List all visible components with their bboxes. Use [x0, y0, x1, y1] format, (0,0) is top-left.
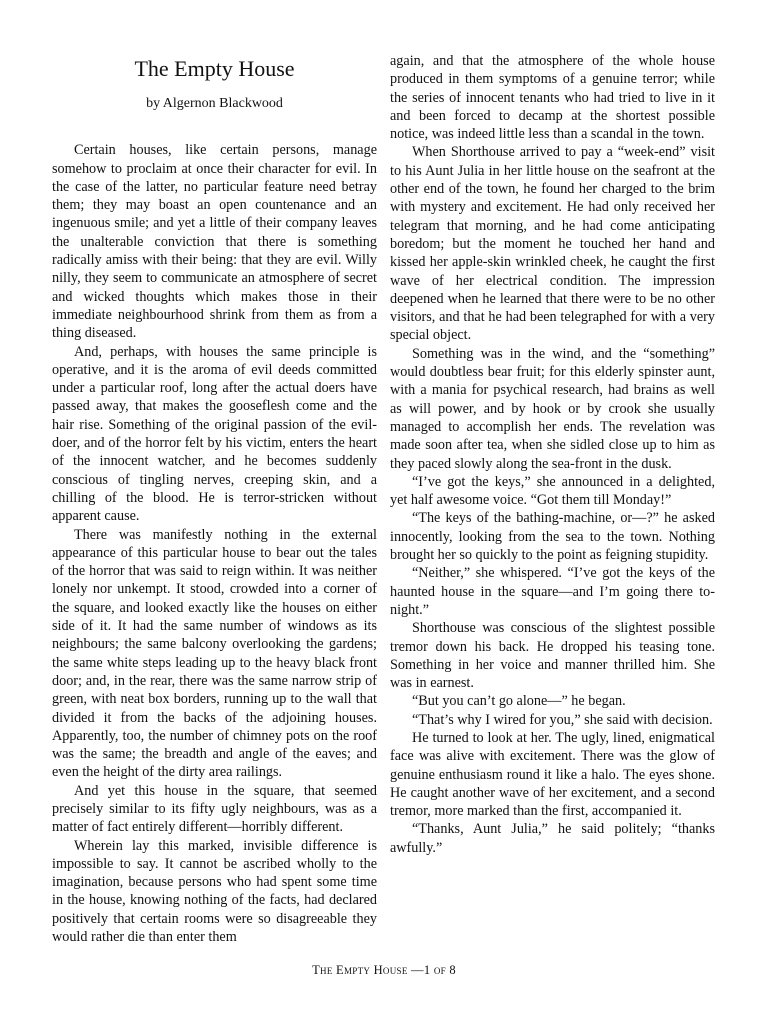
paragraph: Something was in the wind, and the “something” would doubtless bear fruit; for this elderly spinster aunt, with a mania for psychical research, had brains as well as will power, and by hook or by crook she usually managed to accomplish her ends. The revelation was made soon after tea, when she sidled close up to him as they paced slowly along the sea-front in the dusk.: [390, 345, 715, 472]
paragraph: Certain houses, like certain persons, manage somehow to proclaim at once their character for evil. In the case of the latter, no particular feature need betray them; they may boast an open countenance and an ingenuous smile; and yet a little of their company leaves the unalterable conviction that there is something radically amiss with their being: that they are evil. Willy nilly, they seem to communicate an atmosphere of secret and wicked thoughts which makes those in their immediate neighbourhood shrink from them as from a thing diseased.: [52, 142, 377, 342]
paragraph: “The keys of the bathing-machine, or—?” he asked innocently, looking from the sea to the town. Nothing brought her so quickly to the point as feigning stupidity.: [390, 510, 715, 564]
right-column: [390, 52, 715, 857]
paragraph: “Neither,” she whispered. “I’ve got the keys of the haunted house in the square—and I’m going there to-night.”: [390, 565, 715, 618]
paragraph: “But you can’t go alone—” he began.: [412, 693, 626, 710]
paragraph: Shorthouse was conscious of the slightest possible tremor down his back. He dropped his teasing tone. Something in her voice and manner thrilled him. She was in earnest.: [390, 620, 715, 692]
paragraph: There was manifestly nothing in the external appearance of this particular house to bear out the tales of the horror that was said to reign within. It was neither lonely nor unkempt. It stood, crowded into a corner of the square, and looked exactly like the houses on either side of it. It had the same number of windows as its neighbours; the same balcony overlooking the gardens; the same white steps leading up to the heavy black front door; and, in the rear, there was the same narrow strip of green, with neat box borders, running up to the wall that divided it from the backs of the adjoining houses. Apparently, too, the number of chimney pots on the roof was the same; the breadth and angle of the eaves; and even the height of the dirty area railings.: [52, 526, 377, 781]
paragraph: He turned to look at her. The ugly, lined, enigmatical face was alive with excitement. There was the glow of genuine enthusiasm round it like a halo. The eyes shone. He caught another wave of her excitement, and a second tremor, more marked than the first, accompanied it.: [390, 729, 715, 820]
paragraph-continued: again, and that the atmosphere of the whole house produced in them symptoms of a genuine terror; while the series of innocent tenants who had tried to live in it and been forced to decamp at the shortest possible notice, was indeed little less than a scandal in the town.: [390, 53, 715, 143]
byline: by Algernon Blackwood: [146, 96, 283, 111]
paragraph: “That’s why I wired for you,” she said with decision.: [412, 711, 713, 728]
paragraph: “I’ve got the keys,” she announced in a delighted, yet half awesome voice. “Got them till Monday!”: [390, 473, 715, 509]
paragraph: “Thanks, Aunt Julia,” he said politely; “thanks awfully.”: [390, 821, 715, 856]
paragraph: And, perhaps, with houses the same principle is operative, and it is the aroma of evil deeds committed under a particular roof, long after the actual doers have passed away, that makes the gooseflesh come and the hair rise. Something of the original passion of the evil-doer, and of the horror felt by his victim, enters the heart of the innocent watcher, and he becomes suddenly conscious of tingling nerves, creeping skin, and a chilling of the blood. He is terror-stricken without apparent cause.: [52, 343, 377, 525]
paragraph: Wherein lay this marked, invisible difference is impossible to say. It cannot be ascribed wholly to the imagination, because persons who had spent some time in the house, knowing nothing of the facts, had declared positively that certain rooms were so disagreeable they would rather die than enter them: [52, 837, 377, 946]
left-column: [52, 52, 377, 946]
page-title: The Empty House: [134, 56, 295, 81]
paragraph: And yet this house in the square, that seemed precisely similar to its fifty ugly neighbours, was as a matter of fact entirely different—horribly different.: [52, 782, 377, 836]
paragraph: When Shorthouse arrived to pay a “week-end” visit to his Aunt Julia in her little house on the seafront at the other end of the town, he found her charged to the brim with mystery and excitement. He had only received her telegram that morning, and he had come anticipating boredom; but the moment he touched her hand and kissed her apple-skin wrinkled cheek, he caught the first wave of her electrical condition. The impression deepened when he learned that there were to be no other visitors, and that he had been telegraphed for with a very special object.: [390, 144, 715, 344]
page-footer: The Empty House —1 of 8: [312, 963, 456, 977]
